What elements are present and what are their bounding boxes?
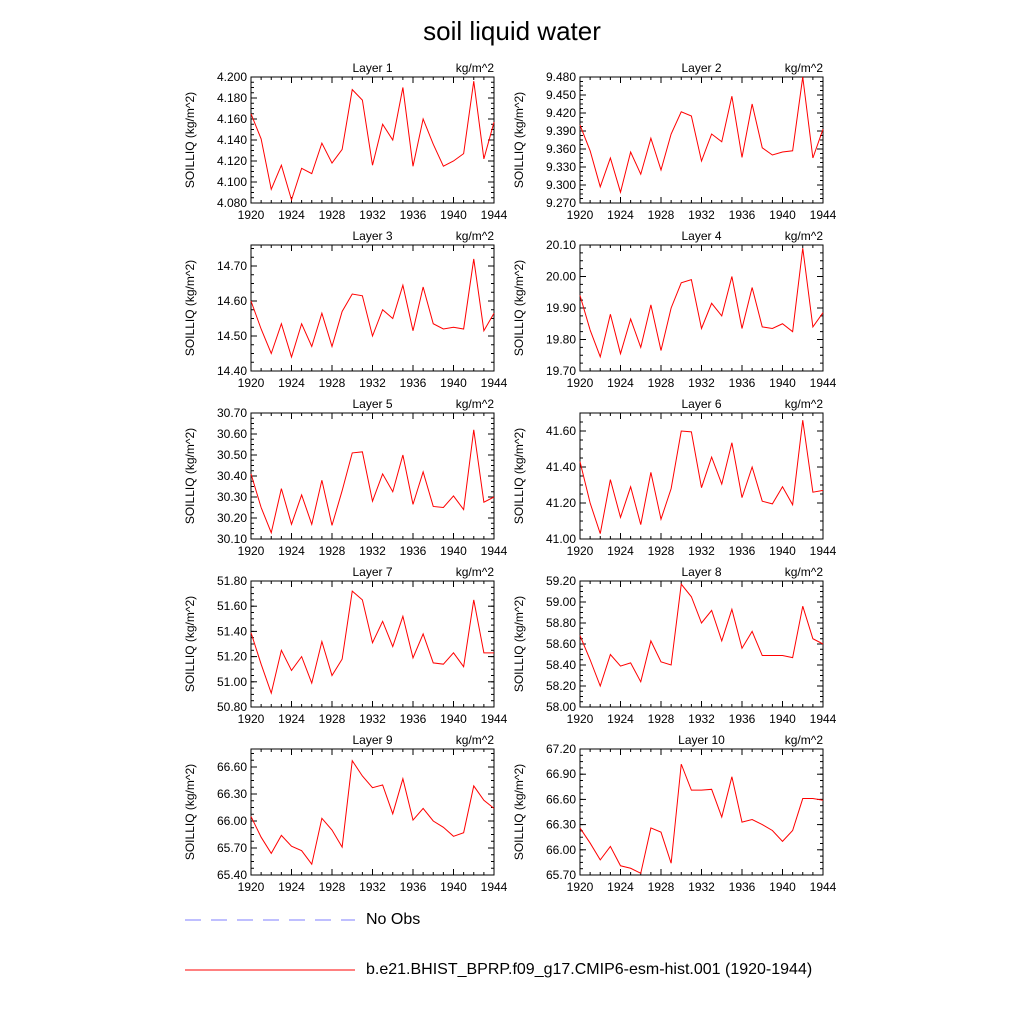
chart-panel <box>183 565 508 726</box>
x-tick-label: 1920 <box>566 544 594 558</box>
series-line <box>251 761 494 865</box>
x-tick-label: 1924 <box>607 376 634 390</box>
x-tick-label: 1944 <box>480 208 508 222</box>
panel-units: kg/m^2 <box>784 733 823 747</box>
y-tick-label: 65.40 <box>216 868 247 882</box>
x-tick-label: 1944 <box>480 880 508 894</box>
panel-units: kg/m^2 <box>455 229 494 243</box>
y-tick-label: 14.40 <box>216 364 247 378</box>
x-tick-label: 1920 <box>237 712 265 726</box>
x-tick-label: 1928 <box>647 376 675 390</box>
x-tick-label: 1936 <box>728 712 756 726</box>
y-tick-label: 9.360 <box>545 142 576 156</box>
chart-panel <box>512 397 837 558</box>
x-tick-label: 1932 <box>359 880 386 894</box>
chart-panel <box>183 61 508 222</box>
chart-title: soil liquid water <box>423 16 601 46</box>
x-tick-label: 1928 <box>647 712 675 726</box>
x-tick-label: 1928 <box>318 880 346 894</box>
x-tick-label: 1940 <box>440 544 467 558</box>
y-tick-label: 9.480 <box>545 70 576 84</box>
y-tick-label: 4.140 <box>216 133 247 147</box>
plot-frame <box>251 413 494 539</box>
x-tick-label: 1920 <box>566 376 594 390</box>
x-tick-label: 1944 <box>809 544 837 558</box>
y-tick-label: 20.10 <box>545 238 576 252</box>
x-tick-label: 1928 <box>647 544 675 558</box>
y-tick-label: 41.60 <box>545 424 576 438</box>
x-tick-label: 1936 <box>728 544 756 558</box>
y-tick-label: 66.30 <box>216 787 247 801</box>
x-tick-label: 1932 <box>688 544 715 558</box>
y-axis-label: SOILLIQ (kg/m^2) <box>512 763 526 861</box>
x-tick-label: 1940 <box>440 712 467 726</box>
plot-frame <box>580 749 823 875</box>
x-tick-label: 1924 <box>607 712 634 726</box>
y-tick-label: 66.00 <box>545 842 576 857</box>
plot-frame <box>580 245 823 371</box>
chart-panel <box>183 229 508 390</box>
x-tick-label: 1940 <box>769 880 796 894</box>
x-tick-label: 1932 <box>688 880 715 894</box>
x-tick-label: 1944 <box>809 376 837 390</box>
x-tick-label: 1936 <box>728 376 756 390</box>
y-axis-label: SOILLIQ (kg/m^2) <box>512 595 526 693</box>
chart-panel <box>512 733 837 894</box>
y-tick-label: 51.00 <box>216 674 247 689</box>
x-tick-label: 1940 <box>440 376 467 390</box>
y-tick-label: 14.60 <box>216 294 247 308</box>
y-tick-label: 14.50 <box>216 329 247 343</box>
y-tick-label: 58.20 <box>545 679 576 693</box>
plot-frame <box>251 245 494 371</box>
x-tick-label: 1940 <box>769 208 796 222</box>
x-tick-label: 1920 <box>237 208 265 222</box>
x-tick-label: 1932 <box>688 712 715 726</box>
chart-panel <box>512 229 837 390</box>
panel-title: Layer 9 <box>352 733 393 747</box>
x-tick-label: 1932 <box>688 208 715 222</box>
y-tick-label: 19.80 <box>545 332 576 347</box>
y-tick-label: 4.160 <box>216 112 247 126</box>
series-line <box>251 430 494 533</box>
x-tick-label: 1920 <box>566 712 594 726</box>
panel-title: Layer 2 <box>681 61 722 75</box>
plot-frame <box>251 581 494 707</box>
y-axis-label: SOILLIQ (kg/m^2) <box>512 259 526 357</box>
x-tick-label: 1944 <box>480 544 508 558</box>
legend-model-label: b.e21.BHIST_BPRP.f09_g17.CMIP6-esm-hist.001 (1920-1944) <box>366 961 813 978</box>
y-tick-label: 30.20 <box>216 511 247 525</box>
x-tick-label: 1928 <box>318 376 346 390</box>
y-tick-label: 58.60 <box>545 637 576 651</box>
y-axis-label: SOILLIQ (kg/m^2) <box>183 427 197 525</box>
panel-title: Layer 10 <box>678 733 725 747</box>
y-tick-label: 30.50 <box>216 448 247 462</box>
y-tick-label: 4.120 <box>216 154 247 168</box>
x-tick-label: 1936 <box>399 376 427 390</box>
y-tick-label: 9.300 <box>545 178 576 192</box>
x-tick-label: 1920 <box>566 880 594 894</box>
legend-obs-label: No Obs <box>366 911 421 928</box>
y-tick-label: 59.20 <box>545 574 576 588</box>
chart-panel <box>512 565 837 726</box>
y-tick-label: 66.00 <box>216 814 247 828</box>
series-line <box>251 591 494 693</box>
y-tick-label: 66.90 <box>545 767 576 782</box>
series-line <box>580 77 823 192</box>
x-tick-label: 1924 <box>278 544 305 558</box>
y-axis-label: SOILLIQ (kg/m^2) <box>512 427 526 525</box>
x-tick-label: 1936 <box>728 880 756 894</box>
y-tick-label: 41.20 <box>545 496 576 510</box>
panel-title: Layer 5 <box>352 397 393 411</box>
x-tick-label: 1928 <box>318 544 346 558</box>
y-axis-label: SOILLIQ (kg/m^2) <box>183 763 197 861</box>
x-tick-label: 1932 <box>359 544 386 558</box>
panel-units: kg/m^2 <box>784 61 823 75</box>
y-tick-label: 66.60 <box>545 792 576 807</box>
y-tick-label: 51.80 <box>216 574 247 588</box>
x-tick-label: 1920 <box>566 208 594 222</box>
y-tick-label: 51.40 <box>216 624 247 639</box>
y-tick-label: 66.60 <box>216 760 247 774</box>
x-tick-label: 1936 <box>399 544 427 558</box>
y-tick-label: 66.30 <box>545 817 576 832</box>
x-tick-label: 1944 <box>809 208 837 222</box>
x-tick-label: 1940 <box>440 208 467 222</box>
chart-panel <box>512 61 837 222</box>
y-tick-label: 41.00 <box>545 532 576 546</box>
y-tick-label: 9.420 <box>545 106 576 120</box>
x-tick-label: 1944 <box>809 712 837 726</box>
y-tick-label: 30.40 <box>216 469 247 483</box>
y-tick-label: 30.10 <box>216 532 247 546</box>
y-tick-label: 4.100 <box>216 175 247 189</box>
y-axis-label: SOILLIQ (kg/m^2) <box>512 91 526 189</box>
x-tick-label: 1936 <box>399 712 427 726</box>
panel-title: Layer 4 <box>681 229 722 243</box>
panel-units: kg/m^2 <box>455 397 494 411</box>
x-tick-label: 1920 <box>237 544 265 558</box>
panel-title: Layer 1 <box>352 61 393 75</box>
x-tick-label: 1932 <box>688 376 715 390</box>
plot-frame <box>251 77 494 203</box>
y-tick-label: 67.20 <box>545 742 576 756</box>
x-tick-label: 1944 <box>809 880 837 894</box>
y-tick-label: 30.30 <box>216 490 247 504</box>
y-tick-label: 41.40 <box>545 460 576 474</box>
x-tick-label: 1924 <box>607 208 634 222</box>
y-tick-label: 30.60 <box>216 427 247 441</box>
y-tick-label: 14.70 <box>216 259 247 273</box>
x-tick-label: 1932 <box>359 712 386 726</box>
series-line <box>580 584 823 686</box>
panel-title: Layer 8 <box>681 565 722 579</box>
y-tick-label: 9.450 <box>545 88 576 102</box>
x-tick-label: 1924 <box>607 880 634 894</box>
x-tick-label: 1924 <box>278 376 305 390</box>
x-tick-label: 1936 <box>399 208 427 222</box>
chart-panel <box>183 397 508 558</box>
x-tick-label: 1928 <box>647 208 675 222</box>
y-tick-label: 19.70 <box>545 364 576 378</box>
x-tick-label: 1932 <box>359 376 386 390</box>
y-tick-label: 65.70 <box>545 868 576 882</box>
y-tick-label: 58.40 <box>545 658 576 672</box>
y-tick-label: 50.80 <box>216 700 247 714</box>
plot-frame <box>580 581 823 707</box>
x-tick-label: 1940 <box>769 376 796 390</box>
series-line <box>251 259 494 357</box>
y-tick-label: 20.00 <box>545 269 576 284</box>
panel-grid <box>183 61 837 894</box>
panel-units: kg/m^2 <box>784 397 823 411</box>
x-tick-label: 1936 <box>728 208 756 222</box>
y-tick-label: 58.80 <box>545 616 576 630</box>
x-tick-label: 1928 <box>318 712 346 726</box>
y-axis-label: SOILLIQ (kg/m^2) <box>183 259 197 357</box>
x-tick-label: 1944 <box>480 376 508 390</box>
panel-title: Layer 7 <box>352 565 393 579</box>
x-tick-label: 1920 <box>237 376 265 390</box>
panel-units: kg/m^2 <box>455 733 494 747</box>
y-tick-label: 4.080 <box>216 196 247 210</box>
x-tick-label: 1944 <box>480 712 508 726</box>
x-tick-label: 1928 <box>647 880 675 894</box>
y-tick-label: 9.330 <box>545 160 576 174</box>
y-tick-label: 4.180 <box>216 91 247 105</box>
plot-frame <box>251 749 494 875</box>
y-tick-label: 9.390 <box>545 124 576 138</box>
x-tick-label: 1940 <box>769 544 796 558</box>
y-tick-label: 51.60 <box>216 599 247 614</box>
x-tick-label: 1924 <box>607 544 634 558</box>
y-tick-label: 51.20 <box>216 649 247 664</box>
series-line <box>251 81 494 200</box>
y-tick-label: 59.00 <box>545 595 576 609</box>
y-tick-label: 30.70 <box>216 406 247 420</box>
series-line <box>580 420 823 533</box>
series-line <box>580 248 823 357</box>
y-axis-label: SOILLIQ (kg/m^2) <box>183 595 197 693</box>
panel-units: kg/m^2 <box>784 565 823 579</box>
y-tick-label: 19.90 <box>545 301 576 315</box>
x-tick-label: 1940 <box>440 880 467 894</box>
plot-frame <box>580 77 823 203</box>
panel-units: kg/m^2 <box>455 565 494 579</box>
x-tick-label: 1928 <box>318 208 346 222</box>
x-tick-label: 1924 <box>278 712 305 726</box>
panel-units: kg/m^2 <box>784 229 823 243</box>
y-tick-label: 58.00 <box>545 700 576 714</box>
y-axis-label: SOILLIQ (kg/m^2) <box>183 91 197 189</box>
chart-panel <box>183 733 508 894</box>
panel-title: Layer 3 <box>352 229 393 243</box>
x-tick-label: 1932 <box>359 208 386 222</box>
x-tick-label: 1940 <box>769 712 796 726</box>
plot-frame <box>580 413 823 539</box>
panel-title: Layer 6 <box>681 397 722 411</box>
y-tick-label: 4.200 <box>216 70 247 84</box>
x-tick-label: 1924 <box>278 208 305 222</box>
y-tick-label: 9.270 <box>545 196 576 210</box>
x-tick-label: 1920 <box>237 880 265 894</box>
panel-units: kg/m^2 <box>455 61 494 75</box>
x-tick-label: 1924 <box>278 880 305 894</box>
x-tick-label: 1936 <box>399 880 427 894</box>
y-tick-label: 65.70 <box>216 841 247 855</box>
series-line <box>580 764 823 873</box>
